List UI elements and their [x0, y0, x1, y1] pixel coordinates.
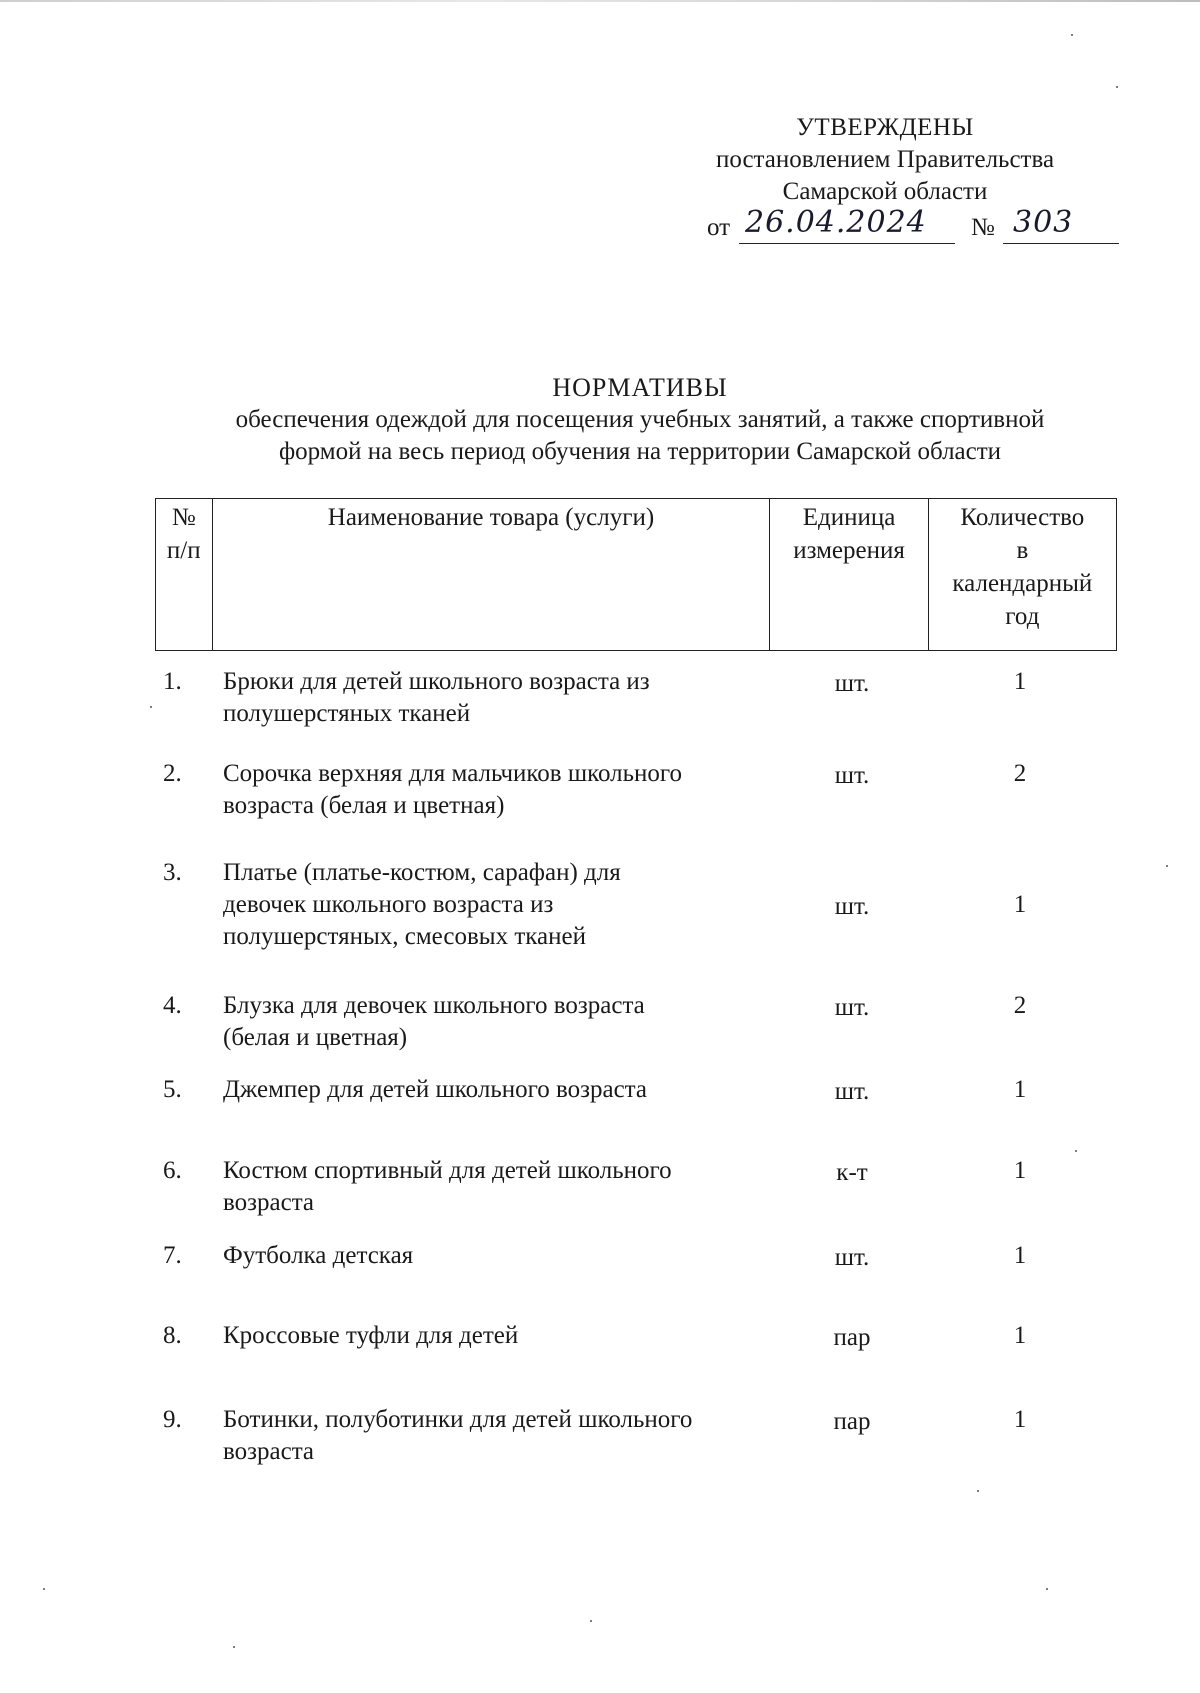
row-item-name-line: Платье (платье-костюм, сарафан) для	[223, 859, 621, 886]
scan-speck	[150, 706, 152, 708]
row-number: 9.	[163, 1406, 182, 1433]
row-item-name	[223, 857, 753, 953]
scan-speck	[43, 1588, 45, 1590]
date-field	[739, 207, 955, 244]
row-unit: шт.	[834, 994, 870, 1021]
approval-line-1: постановлением Правительства	[715, 146, 1055, 173]
col-header-num	[156, 499, 213, 651]
approval-block	[700, 112, 1120, 208]
col-header-unit	[770, 499, 928, 651]
row-item-name-line: полушерстяных, смесовых тканей	[223, 923, 586, 950]
row-item-name	[223, 1074, 753, 1106]
col-header-qty	[928, 499, 1116, 651]
row-unit: пар	[833, 1408, 871, 1435]
row-quantity: 2	[1013, 992, 1027, 1019]
row-item-name-line: полушерстяных тканей	[223, 700, 471, 727]
col-header-num-line-1: №	[171, 504, 196, 531]
col-header-name	[212, 499, 770, 651]
col-header-name-text: Наименование товара (услуги)	[327, 504, 655, 531]
row-number: 3.	[163, 859, 182, 886]
col-header-qty-line-4: год	[1005, 603, 1040, 630]
row-number: 8.	[163, 1322, 182, 1349]
number-prefix: №	[971, 214, 995, 241]
scan-speck	[590, 1620, 592, 1622]
approval-line-2: Самарской области	[782, 178, 988, 205]
date-handwritten: 26.04.2024	[745, 205, 927, 240]
col-header-qty-line-1: Количество	[960, 504, 1085, 531]
scan-speck	[977, 1490, 979, 1492]
row-item-name	[223, 758, 753, 822]
row-number: 2.	[163, 760, 182, 787]
table-row	[155, 1320, 1117, 1352]
heading-subtitle-line-1: обеспечения одеждой для посещения учебных занятий, а также спортивной	[235, 406, 1045, 433]
row-quantity: 1	[1013, 668, 1027, 695]
row-item-name-line: (белая и цветная)	[223, 1024, 408, 1051]
row-unit: шт.	[834, 670, 870, 697]
norms-table	[155, 498, 1115, 651]
row-quantity: 1	[1013, 1406, 1027, 1433]
table-row	[155, 758, 1117, 822]
scan-speck	[1116, 86, 1118, 88]
row-quantity: 1	[1013, 1157, 1027, 1184]
row-item-name-line: возраста	[223, 1189, 315, 1216]
scan-speck	[233, 1646, 235, 1648]
row-item-name-line: Джемпер для детей школьного возраста	[223, 1076, 648, 1103]
row-item-name-line: Кроссовые туфли для детей	[223, 1322, 519, 1349]
row-item-name	[223, 1240, 753, 1272]
col-header-unit-line-2: измерения	[793, 537, 905, 564]
scan-speck	[1166, 865, 1168, 867]
row-item-name-line: возраста	[223, 1438, 315, 1465]
row-item-name-line: Футболка детская	[223, 1242, 414, 1269]
row-unit: к-т	[836, 1159, 868, 1186]
row-unit: шт.	[834, 762, 870, 789]
scan-edge	[0, 0, 1200, 2]
row-number: 7.	[163, 1242, 182, 1269]
table-row	[155, 857, 1117, 953]
row-item-name	[223, 990, 753, 1054]
table-row	[155, 1155, 1117, 1219]
heading-subtitle-line-2: формой на весь период обучения на территории Самарской области	[278, 438, 1002, 465]
approval-title: УТВЕРЖДЕНЫ	[796, 114, 974, 141]
heading-title: НОРМАТИВЫ	[552, 373, 728, 402]
row-item-name-line: Костюм спортивный для детей школьного	[223, 1157, 672, 1184]
row-number: 5.	[163, 1076, 182, 1103]
row-quantity: 1	[1013, 891, 1027, 918]
scan-speck	[1046, 1588, 1048, 1590]
table-row	[155, 1404, 1117, 1468]
row-unit: шт.	[834, 1244, 870, 1271]
approval-date-line	[707, 205, 1127, 250]
row-item-name	[223, 1155, 753, 1219]
row-number: 4.	[163, 992, 182, 1019]
table-row	[155, 1240, 1117, 1272]
table-row	[155, 990, 1117, 1054]
row-item-name-line: возраста (белая и цветная)	[223, 792, 505, 819]
date-prefix: от	[707, 214, 731, 241]
row-item-name	[223, 666, 753, 730]
row-unit: шт.	[834, 1078, 870, 1105]
row-item-name-line: Брюки для детей школьного возраста из	[223, 668, 650, 695]
col-header-num-line-2: п/п	[166, 537, 201, 564]
row-quantity: 1	[1013, 1322, 1027, 1349]
number-handwritten: 303	[1013, 205, 1074, 240]
scan-speck	[1071, 34, 1073, 36]
row-unit: пар	[833, 1324, 871, 1351]
row-number: 6.	[163, 1157, 182, 1184]
scan-speck	[1075, 1150, 1077, 1152]
row-item-name-line: Сорочка верхняя для мальчиков школьного	[223, 760, 683, 787]
row-number: 1.	[163, 668, 182, 695]
col-header-unit-line-1: Единица	[802, 504, 896, 531]
row-item-name	[223, 1404, 753, 1468]
norms-table-header	[155, 498, 1117, 651]
row-item-name	[223, 1320, 753, 1352]
row-quantity: 2	[1013, 760, 1027, 787]
row-item-name-line: Ботинки, полуботинки для детей школьного	[223, 1406, 693, 1433]
col-header-qty-line-3: календарный	[952, 570, 1093, 597]
number-field	[1003, 207, 1119, 244]
row-unit: шт.	[834, 893, 870, 920]
row-item-name-line: девочек школьного возраста из	[223, 891, 554, 918]
row-quantity: 1	[1013, 1242, 1027, 1269]
col-header-qty-line-2: в	[1016, 537, 1029, 564]
table-row	[155, 1074, 1117, 1106]
table-row	[155, 666, 1117, 730]
row-quantity: 1	[1013, 1076, 1027, 1103]
row-item-name-line: Блузка для девочек школьного возраста	[223, 992, 645, 1019]
document-heading	[0, 372, 1200, 468]
